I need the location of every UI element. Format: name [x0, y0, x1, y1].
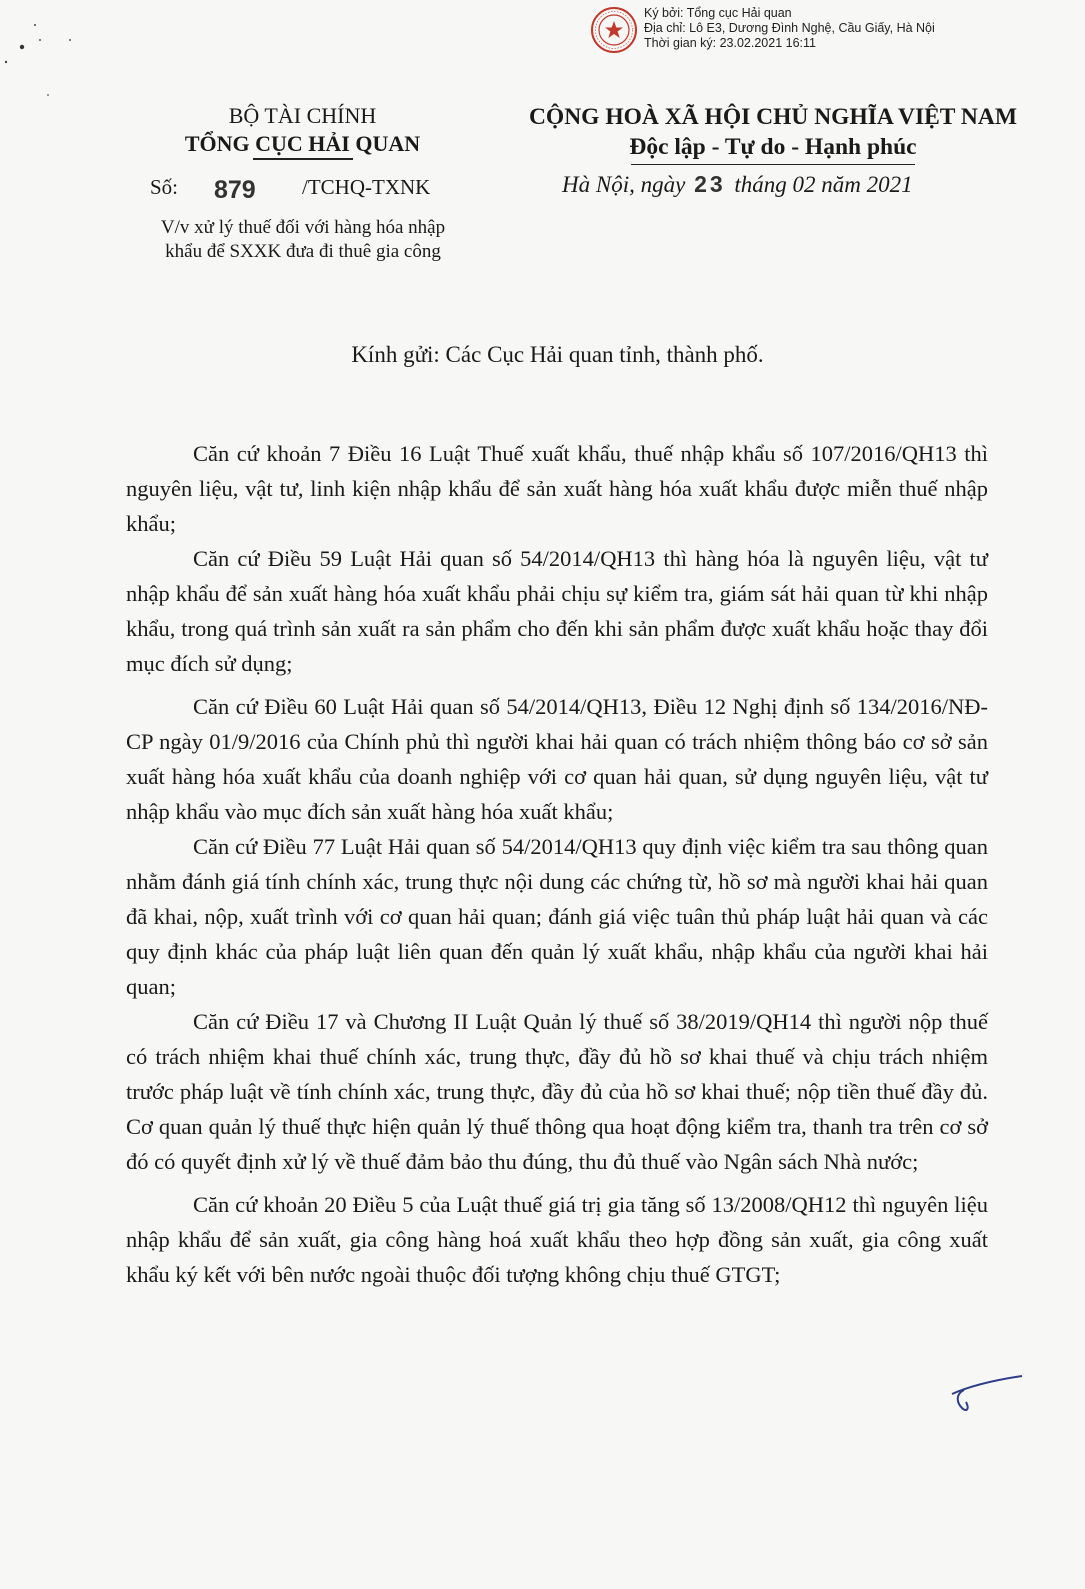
date-prefix: Hà Nội, ngày — [562, 172, 686, 197]
subject-line-1: V/v xử lý thuế đối với hàng hóa nhập — [160, 217, 446, 238]
signer-address: Địa chỉ: Lô E3, Dương Đình Nghệ, Cầu Giấy, Hà Nội — [644, 21, 935, 35]
paragraph: Căn cứ Điều 17 và Chương II Luật Quản lý thuế số 38/2019/QH14 thì người nộp thuế có trách nhiệm khai thuế chính xác, trung thực, đầy đủ hồ sơ khai thuế và chịu trách nhiệm trước pháp luật về tính chính xác, trung thực, đầy đủ của hồ sơ khai thuế; nộp tiền thuế đầy đủ. Cơ quan quản lý thuế thực hiện quản lý thuế thông qua hoạt động kiểm tra, thanh tra trên cơ sở đó có quyết định xử lý về thuế đảm bảo thu đúng, thu đủ thuế vào Ngân sách Nhà nước; — [126, 1009, 988, 1174]
issuer-underline — [253, 158, 353, 160]
scan-speckles — [0, 0, 80, 120]
number-suffix: /TCHQ-TXNK — [302, 175, 431, 199]
document-body — [126, 436, 988, 1292]
handwritten-initial — [950, 1372, 1024, 1420]
national-header — [498, 102, 1048, 162]
recipient: Kính gửi: Các Cục Hải quan tỉnh, thành phố. — [351, 342, 764, 367]
ministry-name: BỘ TÀI CHÍNH — [228, 103, 377, 128]
subject — [118, 216, 488, 264]
paragraph: Căn cứ Điều 59 Luật Hải quan số 54/2014/QH13 thì hàng hóa là nguyên liệu, vật tư nhập khẩu để sản xuất hàng hóa xuất khẩu phải chịu sự kiểm tra, giám sát hải quan từ khi nhập khẩu, trong quá trình sản xuất ra sản phẩm cho đến khi sản phẩm được xuất khẩu hoặc thay đổi mục đích sử dụng; — [126, 546, 988, 676]
paragraph: Căn cứ khoản 7 Điều 16 Luật Thuế xuất khẩu, thuế nhập khẩu số 107/2016/QH13 thì nguyên liệu, vật tư, linh kiện nhập khẩu để sản xuất hàng hóa xuất khẩu được miễn thuế nhập khẩu; — [126, 441, 988, 536]
department-name: TỔNG CỤC HẢI QUAN — [184, 131, 421, 156]
paragraph: Căn cứ khoản 20 Điều 5 của Luật thuế giá trị gia tăng số 13/2008/QH12 thì nguyên liệu nhập khẩu để sản xuất, gia công hàng hoá xuất khẩu theo hợp đồng sản xuất, gia công xuất khẩu ký kết với bên nước ngoài thuộc đối tượng không chịu thuế GTGT; — [126, 1192, 988, 1287]
national-emblem-seal-icon — [590, 6, 638, 54]
document-number — [150, 172, 431, 204]
signed-time: Thời gian ký: 23.02.2021 16:11 — [644, 36, 816, 50]
paragraph: Căn cứ Điều 60 Luật Hải quan số 54/2014/QH13, Điều 12 Nghị định số 134/2016/NĐ-CP ngày 01/9/2016 của Chính phủ thì người khai hải quan có trách nhiệm thông báo cơ sở sản xuất hàng hóa xuất khẩu của doanh nghiệp với cơ quan hải quan, sử dụng nguyên liệu, vật tư nhập khẩu vào mục đích sản xuất hàng hóa xuất khẩu; — [126, 694, 988, 824]
subject-line-2: khẩu để SXXK đưa đi thuê gia công — [165, 241, 441, 262]
issue-date — [562, 171, 913, 198]
number-label: Số: — [150, 175, 179, 199]
national-motto: Độc lập - Tự do - Hạnh phúc — [629, 134, 917, 160]
country-name: CỘNG HOÀ XÃ HỘI CHỦ NGHĨA VIỆT NAM — [528, 104, 1018, 130]
date-day: 23 — [694, 171, 726, 197]
number-value: 879 — [214, 176, 256, 204]
paragraph: Căn cứ Điều 77 Luật Hải quan số 54/2014/QH13 quy định việc kiểm tra sau thông quan nhằm đánh giá tính chính xác, trung thực nội dung các chứng từ, hồ sơ mà người khai hải quan đã khai, nộp, xuất trình với cơ quan hải quan; đánh giá việc tuân thủ pháp luật hải quan và các quy định khác của pháp luật liên quan đến quản lý xuất khẩu, nhập khẩu của người khai hải quan; — [126, 834, 988, 999]
signed-by: Ký bởi: Tổng cục Hải quan — [644, 6, 792, 20]
digital-signature — [590, 4, 1030, 54]
date-suffix: tháng 02 năm 2021 — [734, 172, 913, 197]
issuer-block — [130, 102, 475, 160]
